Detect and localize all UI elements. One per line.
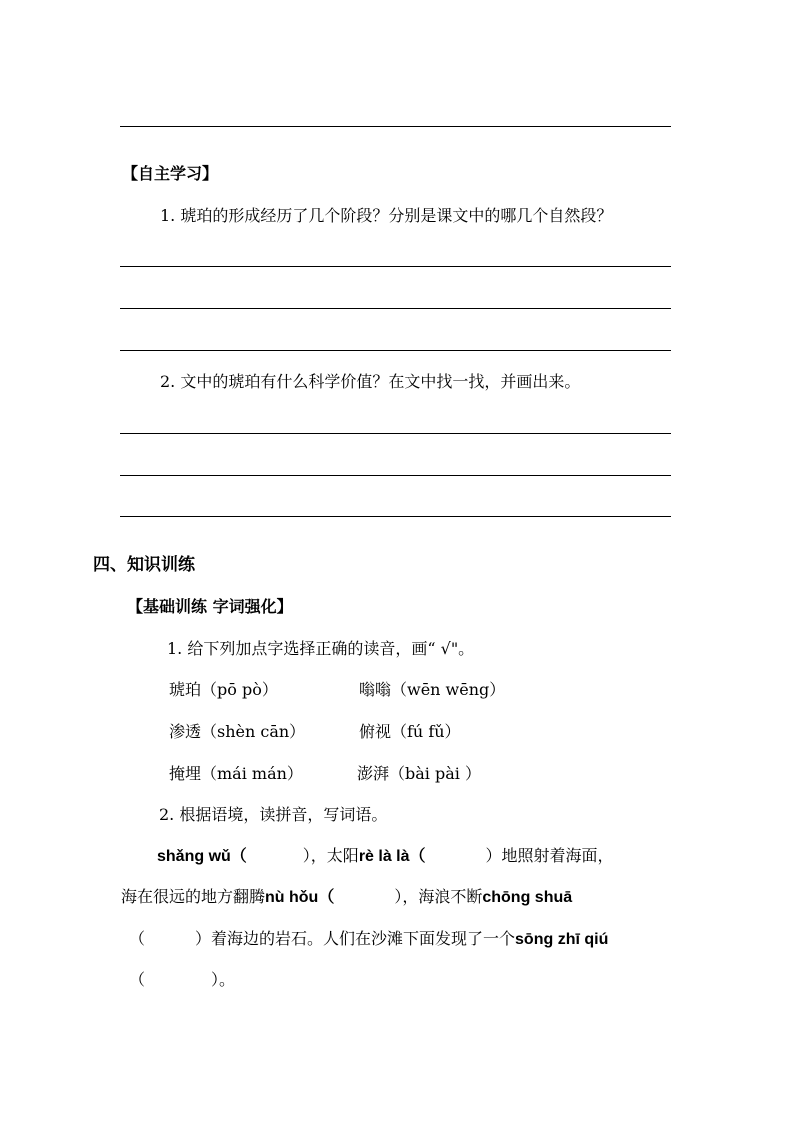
question-1: 1. 琥珀的形成经历了几个阶段？分别是课文中的哪几个自然段？ xyxy=(160,206,613,225)
self-study-heading: 【自主学习】 xyxy=(122,164,219,183)
answer-line[interactable] xyxy=(120,516,671,517)
pronunciation-item[interactable]: 渗透（shèn cān） xyxy=(169,722,306,741)
text-segment: （ xyxy=(129,970,146,989)
answer-line[interactable] xyxy=(120,266,671,267)
paragraph-line-2 xyxy=(121,887,572,908)
pronunciation-item[interactable]: 掩埋（mái mán） xyxy=(169,764,303,783)
sub-heading: 【基础训练 字词强化】 xyxy=(127,597,293,616)
answer-line[interactable] xyxy=(120,126,671,127)
answer-line[interactable] xyxy=(120,433,671,434)
section-heading: 四、知识训练 xyxy=(93,555,195,575)
pinyin-word: sōng zhī qiú xyxy=(515,931,609,948)
question-2: 2. 文中的琥珀有什么科学价值？在文中找一找，并画出来。 xyxy=(160,372,581,391)
paragraph-line-1 xyxy=(157,846,614,867)
answer-line[interactable] xyxy=(120,308,671,309)
pinyin-answer-blank[interactable]: nù hǒu（ xyxy=(265,889,335,906)
text-segment: ）着海边的岩石。人们在沙滩下面发现了一个 xyxy=(195,929,516,948)
text-segment: （ xyxy=(129,929,146,948)
text-segment: ），太阳 xyxy=(302,846,359,865)
text-segment: ），海浪不断 xyxy=(394,887,483,906)
answer-line[interactable] xyxy=(120,475,671,476)
pinyin-answer-blank[interactable]: rè là là（ xyxy=(358,848,426,865)
pronunciation-item[interactable]: 琥珀（pō pò） xyxy=(169,680,278,699)
pronunciation-item[interactable]: 俯视（fú fǔ） xyxy=(359,722,461,741)
text-segment: ）地照射着海面， xyxy=(485,846,614,865)
exercise-2-instruction: 2. 根据语境，读拼音，写词语。 xyxy=(159,805,388,824)
pronunciation-item[interactable]: 澎湃（bài pài ） xyxy=(357,764,481,783)
paragraph-line-3 xyxy=(129,929,608,950)
pronunciation-item[interactable]: 嗡嗡（wēn wēng） xyxy=(359,680,506,699)
paragraph-line-4 xyxy=(129,970,235,990)
text-segment: 海在很远的地方翻腾 xyxy=(121,887,266,906)
pinyin-answer-blank[interactable]: shǎng wǔ（ xyxy=(157,848,247,865)
pinyin-word: chōng shuā xyxy=(482,889,573,906)
answer-line[interactable] xyxy=(120,350,671,351)
text-segment: ）。 xyxy=(211,970,236,989)
exercise-1-instruction: 1. 给下列加点字选择正确的读音，画“ √"。 xyxy=(167,639,475,658)
